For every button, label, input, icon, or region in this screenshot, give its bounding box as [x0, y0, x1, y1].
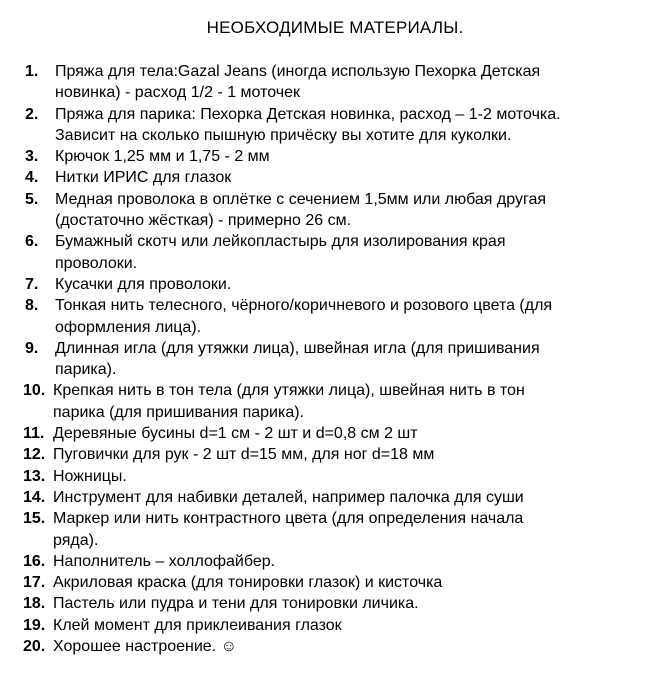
list-item-text: Клей момент для приклеивания глазок: [53, 616, 342, 634]
list-item-number: 19.: [23, 616, 46, 634]
list-item: [23, 593, 653, 614]
list-item-text: Крючок 1,25 мм и 1,75 - 2 мм: [55, 148, 270, 166]
list-item-number: 15.: [23, 510, 46, 528]
list-item-number: 8.: [25, 297, 39, 315]
list-item: [23, 636, 653, 657]
list-item-number: 13.: [23, 467, 46, 485]
list-item-number: 17.: [23, 574, 46, 592]
list-item: [23, 487, 653, 508]
list-item-text: Акриловая краска (для тонировки глазок) и кисточка: [53, 574, 443, 592]
materials-list: [23, 61, 653, 657]
list-item: [23, 61, 653, 104]
list-item: [23, 295, 653, 338]
document-title: НЕОБХОДИМЫЕ МАТЕРИАЛЫ.: [206, 18, 464, 37]
list-item-number: 14.: [23, 488, 46, 506]
list-item-number: 10.: [23, 382, 46, 400]
list-item-text: Кусачки для проволоки.: [55, 275, 232, 293]
list-item-number: 4.: [25, 169, 39, 187]
list-item-number: 7.: [25, 275, 39, 293]
list-item: [23, 167, 653, 188]
list-item: [23, 466, 653, 487]
list-item-text: Хорошее настроение. ☺: [53, 638, 237, 656]
list-item-text: Наполнитель – холлофайбер.: [53, 552, 276, 570]
list-item-text: Маркер или нить контрастного цвета (для определения начала ряда).: [53, 510, 524, 549]
list-item: [23, 508, 653, 551]
list-item-text: Пряжа для парика: Пехорка Детская новинка, расход – 1-2 моточка. Зависит на сколько пышную причёску вы хотите для куколки.: [55, 105, 561, 144]
list-item: [23, 189, 653, 232]
list-item: [23, 572, 653, 593]
list-item-number: 20.: [23, 638, 46, 656]
list-item: [23, 444, 653, 465]
list-item-text: Инструмент для набивки деталей, например палочка для суши: [53, 488, 524, 506]
list-item-number: 16.: [23, 552, 46, 570]
list-item-number: 9.: [25, 339, 39, 357]
list-item-number: 11.: [23, 425, 45, 443]
list-item-text: Пастель или пудра и тени для тонировки личика.: [53, 595, 419, 613]
list-item-number: 18.: [23, 595, 46, 613]
list-item: [23, 274, 653, 295]
list-item-text: Ножницы.: [53, 467, 127, 485]
list-item-text: Тонкая нить телесного, чёрного/коричневого и розового цвета (для оформления лица).: [55, 297, 553, 336]
list-item-text: Деревяные бусины d=1 см - 2 шт и d=0,8 см 2 шт: [53, 425, 418, 443]
list-item-number: 6.: [25, 233, 39, 251]
list-item: [23, 338, 653, 381]
list-item: [23, 146, 653, 167]
list-item-number: 2.: [25, 105, 39, 123]
list-item-number: 5.: [25, 190, 39, 208]
list-item: [23, 423, 653, 444]
list-item: [23, 231, 653, 274]
list-item-text: Медная проволока в оплётке с сечением 1,5мм или любая другая (достаточно жёсткая) - примерно 26 см.: [55, 190, 547, 230]
list-item-number: 3.: [25, 148, 39, 166]
list-item-text: Нитки ИРИС для глазок: [55, 169, 232, 187]
list-item-number: 1.: [25, 63, 39, 80]
list-item: [23, 551, 653, 572]
list-item-text: Пряжа для тела:Gazal Jeans (иногда использую Пехорка Детская новинка) - расход 1/2 - 1 моточек: [55, 63, 541, 102]
list-item-text: Длинная игла (для утяжки лица), швейная игла (для пришивания парика).: [55, 339, 540, 379]
list-item-text: Крепкая нить в тон тела (для утяжки лица), швейная нить в тон парика (для пришивания парика).: [53, 382, 525, 421]
list-item-text: Бумажный скотч или лейкопластырь для изолирования края проволоки.: [55, 233, 506, 272]
list-item: [23, 615, 653, 636]
list-item-number: 12.: [23, 446, 46, 464]
list-item: [23, 104, 653, 147]
list-item: [23, 380, 653, 423]
list-item-text: Пуговички для рук - 2 шт d=15 мм, для ног d=18 мм: [53, 446, 435, 464]
